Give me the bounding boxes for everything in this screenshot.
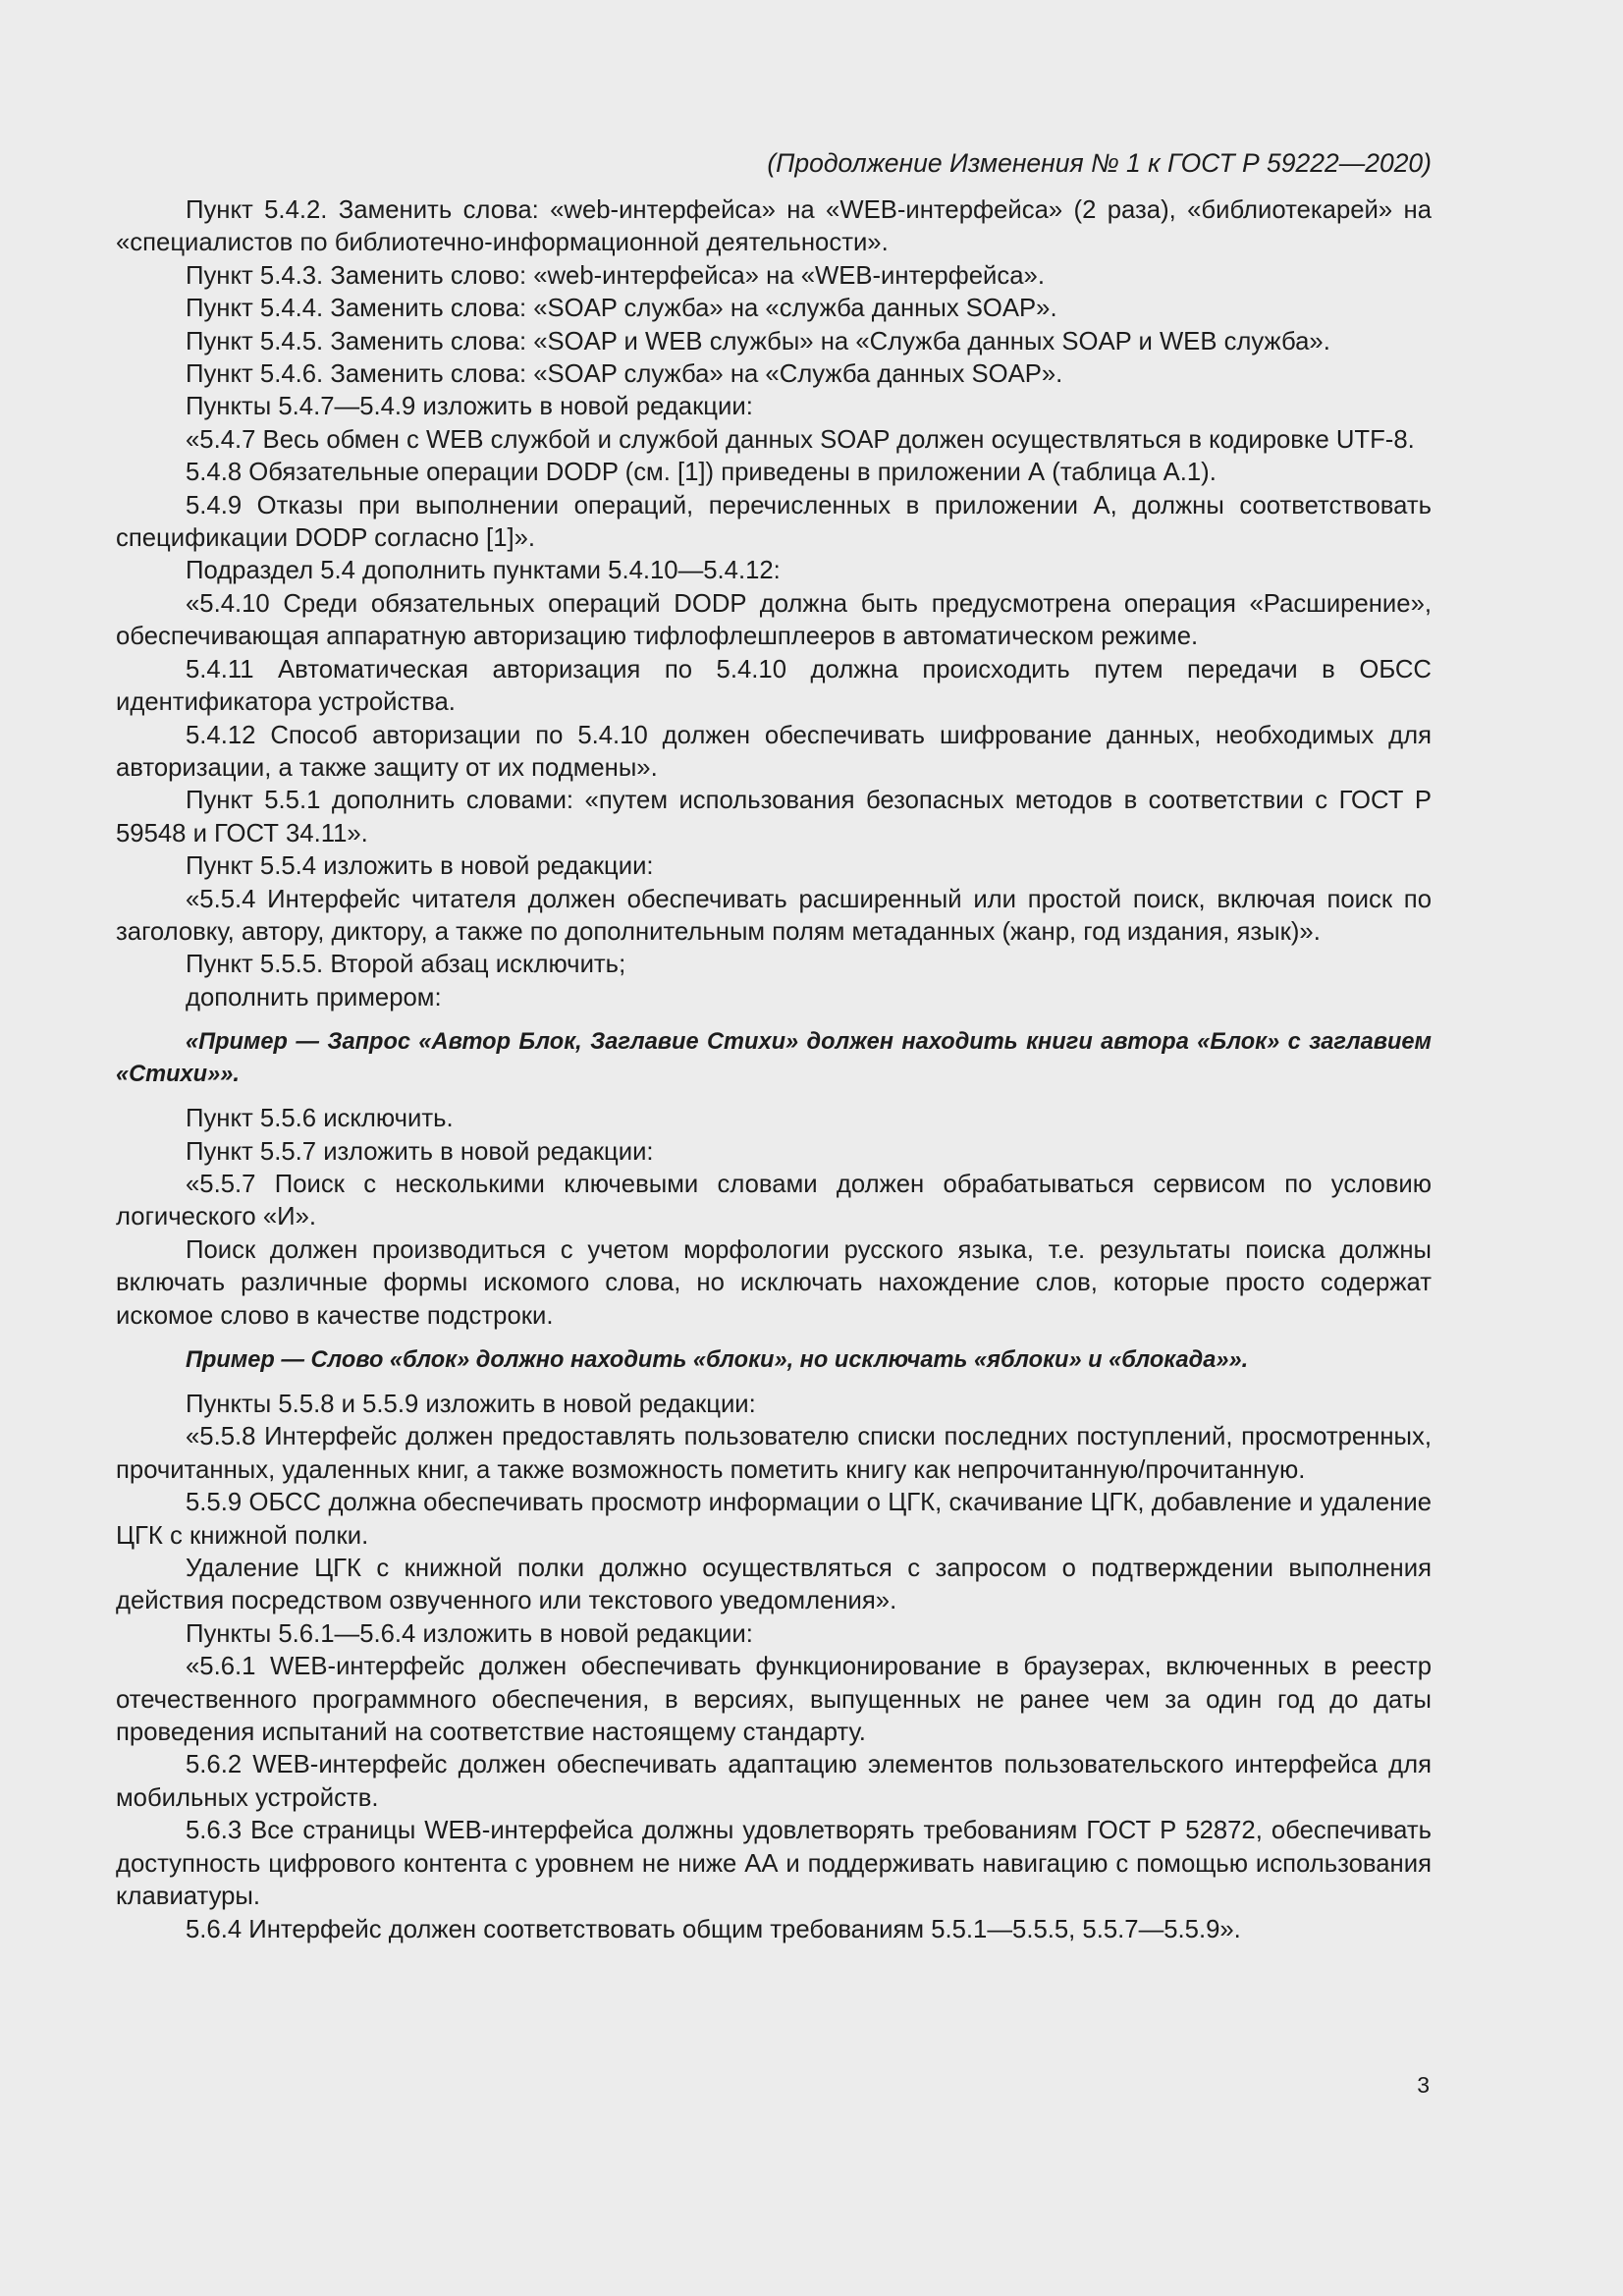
example-paragraph: Пример — Слово «блок» должно находить «блоки», но исключать «яблоки» и «блокада»».: [186, 1347, 1249, 1373]
paragraph: 5.4.12 Способ авторизации по 5.4.10 должен обеспечивать шифрование данных, необходимых для авторизации, а также защиту от их подмены».: [116, 721, 1432, 782]
paragraph: Пункт 5.5.5. Второй абзац исключить;: [186, 951, 626, 979]
paragraph: 5.6.3 Все страницы WEB-интерфейса должны удовлетворять требованиям ГОСТ Р 52872, обеспечивать доступность цифрового контента с уровнем не ниже АА и поддерживать навигацию с помощью использования клавиатуры.: [116, 1817, 1432, 1911]
paragraph: 5.5.9 ОБСС должна обеспечивать просмотр информации о ЦГК, скачивание ЦГК, добавление и удаление ЦГК с книжной полки.: [116, 1489, 1432, 1550]
paragraph: «5.5.4 Интерфейс читателя должен обеспечивать расширенный или простой поиск, включая поиск по заголовку, автору, диктору, а также по дополнительным полям метаданных (жанр, год издания, язык)».: [116, 885, 1432, 946]
paragraph: Поиск должен производиться с учетом морфологии русского языка, т.е. результаты поиска должны включать различные формы искомого слова, но исключать нахождение слов, которые просто содержат искомое слово в качестве подстроки.: [116, 1235, 1432, 1330]
paragraph: 5.6.2 WEB-интерфейс должен обеспечивать адаптацию элементов пользовательского интерфейса для мобильных устройств.: [116, 1751, 1432, 1812]
paragraph: Подраздел 5.4 дополнить пунктами 5.4.10—5.4.12:: [186, 557, 781, 585]
paragraph: «5.6.1 WEB-интерфейс должен обеспечивать функционирование в браузерах, включенных в реестр отечественного программного обеспечения, в версиях, выпущенных не ранее чем за один год до даты проведения испытаний на соответствие настоящему стандарту.: [116, 1653, 1432, 1747]
paragraph: Пункт 5.4.6. Заменить слова: «SOAP служба» на «Служба данных SOAP».: [186, 360, 1063, 389]
paragraph: Пункт 5.5.1 дополнить словами: «путем использования безопасных методов в соответствии с ГОСТ Р 59548 и ГОСТ 34.11».: [116, 787, 1432, 847]
paragraph: Пункт 5.5.6 исключить.: [186, 1105, 454, 1133]
paragraph: 5.4.11 Автоматическая авторизация по 5.4.10 должна происходить путем передачи в ОБСС идентификатора устройства.: [116, 655, 1432, 717]
page-header: (Продолжение Изменения № 1 к ГОСТ Р 59222—2020): [767, 148, 1432, 178]
paragraph: «5.4.7 Весь обмен с WEB службой и службой данных SOAP должен осуществляться в кодировке UTF-8.: [186, 425, 1415, 454]
paragraph: 5.4.9 Отказы при выполнении операций, перечисленных в приложении А, должны соответствовать спецификации DODP согласно [1]».: [116, 491, 1432, 553]
document-body: [116, 194, 1432, 1946]
paragraph: Пункты 5.5.8 и 5.5.9 изложить в новой редакции:: [186, 1391, 756, 1418]
paragraph: Пункты 5.6.1—5.6.4 изложить в новой редакции:: [186, 1619, 753, 1648]
paragraph: Пункт 5.5.4 изложить в новой редакции:: [186, 852, 654, 881]
paragraph: «5.5.8 Интерфейс должен предоставлять пользователю списки последних поступлений, просмотренных, прочитанных, удаленных книг, а также возможность пометить книгу как непрочитанную/прочитанную.: [116, 1423, 1432, 1484]
paragraph: Пункт 5.4.4. Заменить слова: «SOAP служба» на «служба данных SOAP».: [186, 295, 1057, 323]
paragraph: «5.5.7 Поиск с несколькими ключевыми словами должен обрабатываться сервисом по условию логического «И».: [116, 1170, 1432, 1231]
paragraph: Пункт 5.4.5. Заменить слова: «SOAP и WEB службы» на «Служба данных SOAP и WEB служба».: [186, 327, 1330, 355]
paragraph: Удаление ЦГК с книжной полки должно осуществляться с запросом о подтверждении выполнения действия посредством озвученного или текстового уведомления».: [116, 1555, 1432, 1615]
paragraph: Пункт 5.4.2. Заменить слова: «web-интерфейса» на «WEB-интерфейса» (2 раза), «библиотекарей» на «специалистов по библиотечно-информационной деятельности».: [116, 196, 1432, 257]
paragraph: 5.4.8 Обязательные операции DODP (см. [1]) приведены в приложении А (таблица А.1).: [186, 459, 1217, 487]
document-page: [116, 143, 1432, 1946]
paragraph: «5.4.10 Среди обязательных операций DODP должна быть предусмотрена операция «Расширение», обеспечивающая аппаратную авторизацию тифлофлешплееров в автоматическом режиме.: [116, 589, 1432, 651]
paragraph: 5.6.4 Интерфейс должен соответствовать общим требованиям 5.5.1—5.5.5, 5.5.7—5.5.9».: [186, 1915, 1241, 1943]
paragraph: Пункт 5.5.7 изложить в новой редакции:: [186, 1137, 654, 1166]
example-paragraph: «Пример — Запрос «Автор Блок, Заглавие Стихи» должен находить книги автора «Блок» с заглавием «Стихи»».: [116, 1029, 1432, 1088]
paragraph: Пункты 5.4.7—5.4.9 изложить в новой редакции:: [186, 393, 753, 421]
paragraph: дополнить примером:: [186, 983, 442, 1011]
paragraph: Пункт 5.4.3. Заменить слово: «web-интерфейса» на «WEB-интерфейса».: [186, 261, 1045, 290]
page-number: 3: [1417, 2072, 1430, 2098]
